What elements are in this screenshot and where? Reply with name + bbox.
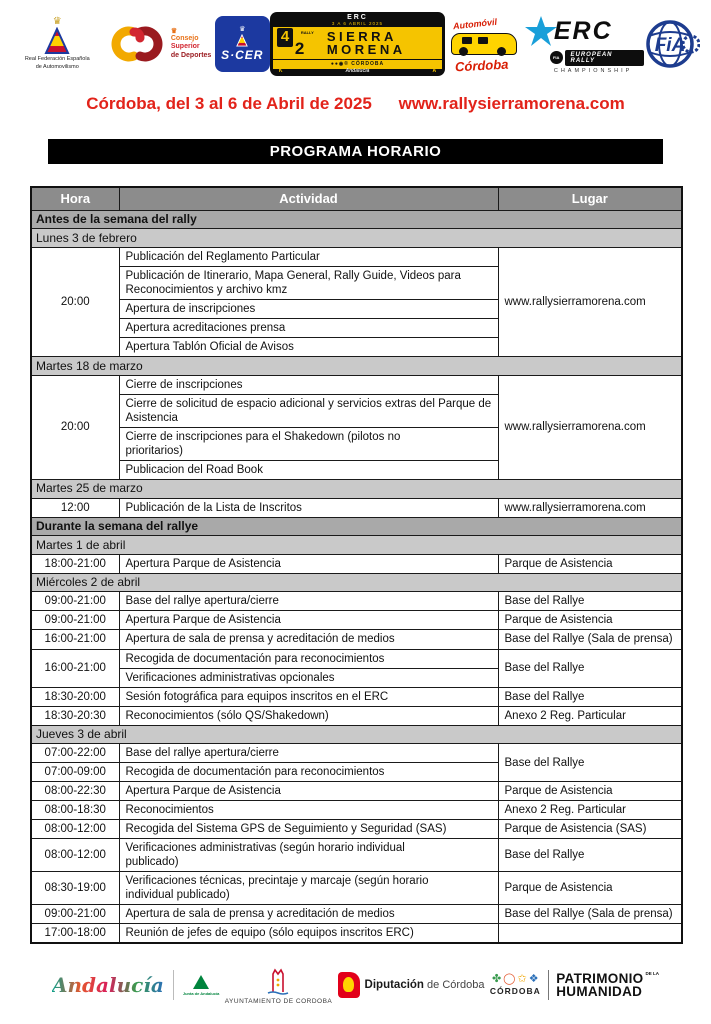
location-cell: Base del Rallye [498,687,682,706]
activity-cell: Publicacion del Road Book [119,460,498,479]
diputacion-text [365,979,485,991]
csd-logo [104,24,214,64]
location-cell: Parque de Asistencia [498,782,682,801]
fia-roundel-icon: FIA [550,51,563,64]
plate-sponsor-band [273,69,442,75]
activity-cell: Cierre de inscripciones [119,375,498,394]
plate-sponsor-right: A [432,67,437,74]
day-row [31,536,682,555]
rally-plate-logo [270,12,445,76]
plate-erc-text: ERC [347,14,368,21]
time-cell: 07:00-09:00 [31,763,119,782]
plate-sponsor-mid: Andalucía [345,67,370,74]
schedule-table [30,186,683,944]
column-header-actividad: Actividad [119,187,498,210]
activity-row [31,782,682,801]
activity-row [31,905,682,924]
automovil-club-cordoba-logo [445,15,524,73]
plate-rally-text: RALLY [300,29,314,35]
patrimonio-text [556,972,659,999]
location-cell: Parque de Asistencia [498,554,682,573]
activity-row [31,924,682,944]
ayuntamiento-cordoba-logo [225,966,333,1005]
cluster-icon: ❖ [528,973,539,985]
erc-championship-text: CHAMPIONSHIP [553,67,633,74]
time-cell: 08:00-12:00 [31,820,119,839]
fia-logo [644,16,701,72]
plate-number-2: 2 [294,38,305,58]
scer-a-icon [234,34,250,47]
page-title: PROGRAMA HORARIO [48,139,663,164]
footer-logo-strip [0,952,711,1018]
location-cell: Parque de Asistencia (SAS) [498,820,682,839]
location-cell: Base del Rallye [498,839,682,872]
time-cell: 16:00-21:00 [31,649,119,687]
location-cell: Base del Rallye [498,592,682,611]
activity-cell: Cierre de inscripciones para el Shakedown (pilotos no prioritarios) [119,427,498,460]
location-cell [498,924,682,944]
crown-icon: ♛ [239,26,246,33]
activity-cell: Reconocimientos [119,801,498,820]
column-header-hora: Hora [31,187,119,210]
patrimonio-humanidad-logo [490,970,659,1000]
diputacion-mark-icon [338,972,360,998]
section-row [31,517,682,536]
section-label: Durante la semana del rallye [31,517,682,536]
time-cell: 09:00-21:00 [31,905,119,924]
club-cordoba-text: Córdoba [454,56,509,75]
activity-cell: Apertura acreditaciones prensa [119,319,498,338]
activity-row [31,744,682,763]
day-row [31,725,682,744]
time-cell: 20:00 [31,248,119,357]
day-row [31,573,682,592]
location-cell: www.rallysierramorena.com [498,375,682,479]
activity-cell: Apertura de sala de prensa y acreditación de medios [119,630,498,649]
plate-main [273,27,442,59]
table-header-row [31,187,682,210]
andalucia-script-text: Andalucía [52,973,164,997]
header-logo-strip [10,8,701,80]
activity-cell: Apertura Parque de Asistencia [119,554,498,573]
time-cell: 08:00-22:30 [31,782,119,801]
fia-globe-icon [644,16,700,72]
time-cell: 18:30-20:30 [31,706,119,725]
activity-cell: Apertura de sala de prensa y acreditación de medios [119,905,498,924]
time-cell: 18:00-21:00 [31,554,119,573]
activity-cell: Apertura Parque de Asistencia [119,782,498,801]
activity-cell: Publicación de Itinerario, Mapa General, Rally Guide, Videos para Reconocimientos y archivo kmz [119,267,498,300]
andalucia-logo [52,970,219,1000]
club-automovil-text: Automóvil [452,16,498,32]
event-date-line [0,94,711,114]
patrimonio-cordoba-text: CÓRDOBA [489,986,541,996]
activity-cell: Reconocimientos (sólo QS/Shakedown) [119,706,498,725]
crown-icon: ♛ [52,16,62,28]
location-cell: Base del Rallye (Sala de prensa) [498,630,682,649]
plate-event-name: SIERRA MORENA [326,28,406,57]
plate-dates: 3 A 6 ABRIL 2025 [331,21,384,26]
activity-cell: Base del rallye apertura/cierre [119,744,498,763]
patrimonio-line1: PATRIMONIO [556,970,644,986]
activity-row [31,498,682,517]
ayuntamiento-caption: AYUNTAMIENTO DE CORDOBA [224,997,333,1005]
divider [548,970,550,1000]
activity-cell: Verificaciones técnicas, precintaje y marcaje (según horario individual publicado) [119,872,498,905]
diputacion-bold-text: Diputación [364,979,424,991]
csd-mark-icon [108,24,166,64]
time-cell: 18:30-20:00 [31,687,119,706]
activity-row [31,687,682,706]
activity-cell: Publicación de la Lista de Inscritos [119,498,498,517]
activity-row [31,872,682,905]
column-header-lugar: Lugar [498,187,682,210]
activity-row [31,839,682,872]
rfea-caption: Real Federación Española de Automovilismo [24,56,90,70]
activity-row [31,820,682,839]
time-cell: 08:00-12:00 [31,839,119,872]
activity-cell: Apertura Parque de Asistencia [119,611,498,630]
erc-subtitle: EUROPEAN RALLY [565,50,644,66]
activity-cell: Verificaciones administrativas opcionales [119,668,498,687]
day-label: Martes 18 de marzo [31,357,682,376]
location-cell: Base del Rallye [498,744,682,782]
time-cell: 08:30-19:00 [31,872,119,905]
activity-cell: Apertura Tablón Oficial de Avisos [119,338,498,357]
location-cell: www.rallysierramorena.com [498,498,682,517]
time-cell: 17:00-18:00 [31,924,119,944]
activity-cell: Reunión de jefes de equipo (sólo equipos inscritos ERC) [119,924,498,944]
plate-number-4: 4 [277,28,293,47]
erc-star-icon [524,15,558,49]
divider [173,970,174,1000]
day-label: Martes 25 de marzo [31,479,682,498]
rfea-a-icon [40,27,74,55]
location-cell: Parque de Asistencia [498,611,682,630]
time-cell: 16:00-21:00 [31,630,119,649]
diputacion-rest-text: de Córdoba [427,979,485,991]
activity-cell: Base del rallye apertura/cierre [119,592,498,611]
activity-row [31,630,682,649]
junta-caption: Junta de Andalucía [182,990,220,996]
location-cell: Base del Rallye [498,649,682,687]
location-cell: Parque de Asistencia [498,872,682,905]
diputacion-cordoba-logo [338,972,485,998]
tower-icon [265,966,291,996]
location-cell: Anexo 2 Reg. Particular [498,801,682,820]
patrimonio-icons [492,974,539,985]
patrimonio-line2: HUMANIDAD [556,984,643,999]
plate-number-42 [277,28,321,58]
section-label: Antes de la semana del rally [31,210,682,229]
scer-label: S·CER [221,48,264,62]
plate-erc-band [273,14,442,27]
time-cell: 07:00-22:00 [31,744,119,763]
plate-cordoba-band: ●●◉® CÓRDOBA [273,59,442,69]
activity-row [31,592,682,611]
time-cell: 20:00 [31,375,119,479]
day-label: Martes 1 de abril [31,536,682,555]
location-cell: Anexo 2 Reg. Particular [498,706,682,725]
svg-text:FiA: FiA [655,35,686,56]
time-cell: 12:00 [31,498,119,517]
day-label: Lunes 3 de febrero [31,229,682,248]
day-row [31,479,682,498]
day-row [31,229,682,248]
activity-row [31,801,682,820]
activity-cell: Recogida de documentación para reconocimientos [119,763,498,782]
activity-row [31,611,682,630]
activity-cell: Recogida de documentación para reconocimientos [119,649,498,668]
csd-caption: ♛ Consejo Superior de Deportes [170,28,212,59]
junta-triangle-icon [193,975,209,989]
time-cell: 09:00-21:00 [31,592,119,611]
location-cell: Base del Rallye (Sala de prensa) [498,905,682,924]
day-label: Jueves 3 de abril [31,725,682,744]
event-website: www.rallysierramorena.com [398,94,625,113]
scer-logo [215,16,270,72]
activity-row [31,248,682,267]
section-row [31,210,682,229]
crown-icon: ♛ [170,28,178,36]
erc-letters: ERC [553,17,613,45]
event-dates: Córdoba, del 3 al 6 de Abril de 2025 [86,94,372,113]
activity-cell: Cierre de solicitud de espacio adicional y servicios extras del Parque de Asistencia [119,394,498,427]
activity-cell: Apertura de inscripciones [119,300,498,319]
activity-row [31,706,682,725]
plate-sponsor-left: K [278,67,283,74]
activity-cell: Verificaciones administrativas (según horario individual publicado) [119,839,498,872]
time-cell: 09:00-21:00 [31,611,119,630]
day-row [31,357,682,376]
activity-cell: Recogida del Sistema GPS de Seguimiento y Seguridad (SAS) [119,820,498,839]
erc-logo [524,15,644,74]
day-label: Miércoles 2 de abril [31,573,682,592]
ring-icon: ◯ [503,973,516,985]
junta-andalucia-logo [183,975,220,996]
activity-cell: Sesión fotográfica para equipos inscritos en el ERC [119,687,498,706]
activity-row [31,375,682,394]
location-cell: www.rallysierramorena.com [498,248,682,357]
rfea-logo [10,17,104,70]
star-outline-icon: ✩ [517,973,527,985]
patrimonio-dela: DE LA [645,970,659,976]
activity-cell: Publicación del Reglamento Particular [119,248,498,267]
activity-row [31,554,682,573]
time-cell: 08:00-18:30 [31,801,119,820]
activity-row [31,649,682,668]
flower-cross-icon: ✤ [491,973,502,985]
